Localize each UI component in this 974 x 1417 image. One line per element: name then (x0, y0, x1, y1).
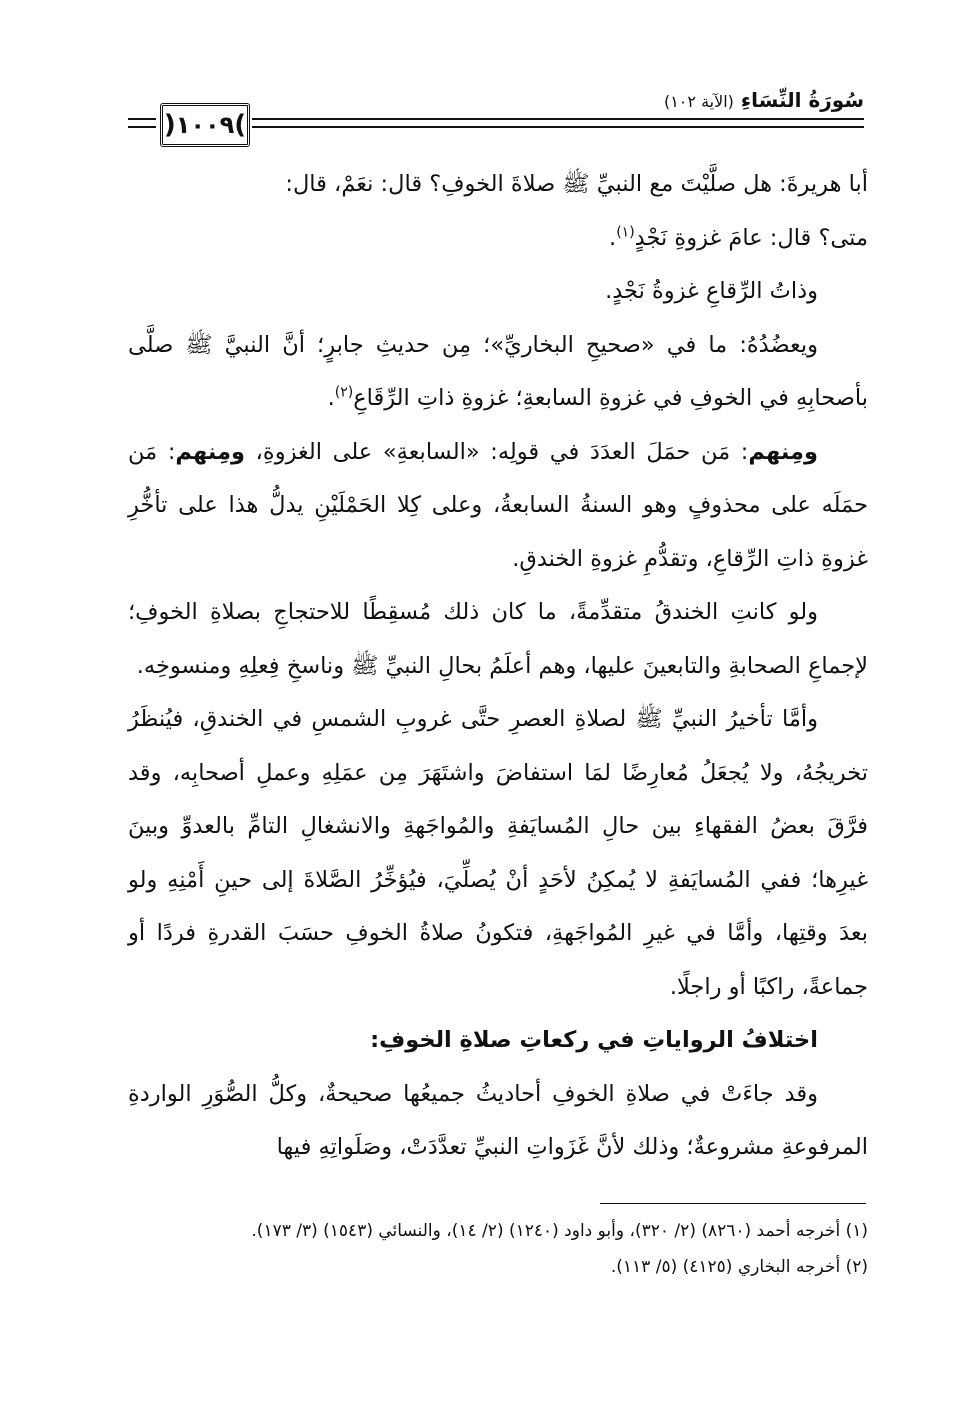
paragraph-2 (128, 265, 868, 319)
page-header (128, 88, 864, 156)
footnote-marker-1: (١) (616, 224, 635, 240)
surah-title: سُورَةُ النِّسَاءِ (740, 88, 864, 112)
page-number: ١٠٠٩ (175, 111, 235, 139)
page-number-box (160, 103, 250, 147)
paragraph-4-text-2: : مَن حمَلَه على محذوفٍ وهو السنةُ السابعةُ، وعلى كِلا الحَمْلَيْنِ يدلُّ هذا على تأخُّرِ غزوةِ ذاتِ الرِّقاعِ، وتقدُّمِ غزوةِ الخندقِ. (128, 438, 868, 572)
ayah-reference: (الآية ١٠٢) (663, 92, 734, 111)
footnote-2: (٢) أخرجه البخاري (٤١٢٥) (٥/ ١١٣). (610, 1257, 868, 1277)
paragraph-5-text: ولو كانتِ الخندقُ متقدِّمةً، ما كان ذلك مُسقِطًا للاحتجاجِ بصلاةِ الخوفِ؛ لإجماعِ الصحابةِ والتابعينَ عليها، وهم أعلَمُ بحالِ النبيِّ ﷺ وناسخِ فِعلِهِ ومنسوخِه. (128, 599, 868, 679)
paragraph-4 (128, 426, 868, 587)
section-heading-text: اختلافُ الرواياتِ في ركعاتِ صلاةِ الخوفِ: (370, 1027, 818, 1053)
footnotes (128, 1213, 868, 1285)
section-heading (128, 1014, 868, 1068)
footnote-separator (600, 1203, 866, 1204)
line-2: متى؟ قال: عامَ غزوةِ نَجْدٍ (634, 224, 868, 251)
line-1: أبا هريرةَ: هل صلَّيْتَ مع النبيِّ ﷺ صلاةَ الخوفِ؟ قال: نعَمْ، قال: (285, 171, 868, 197)
footnote-1: (١) أخرجه أحمد (٨٢٦٠) (٢/ ٣٢٠)، وأبو داود (١٢٤٠) (٢/ ١٤)، والنسائي (١٥٤٣) (٣/ ١٧٣). (251, 1221, 868, 1241)
paragraph-7-text: وقد جاءَتْ في صلاةِ الخوفِ أحاديثُ جميعُها صحيحةٌ، وكلُّ الصُّوَرِ الواردةِ المرفوعةِ مشروعةٌ؛ وذلك لأنَّ غَزَواتِ النبيِّ تعدَّدَتْ، وصَلَواتِهِ فيها (128, 1080, 868, 1160)
paragraph-4-text-1: : مَن حمَلَ العدَدَ في قولِه: «السابعةِ» على الغزوةِ، (245, 438, 749, 465)
bold-term-1: ومِنهم (748, 438, 818, 465)
paragraph-5 (128, 586, 868, 693)
paragraph-3-text: ويعضُدُهُ: ما في «صحيحِ البخاريِّ»؛ مِن حديثِ جابرٍ؛ أنَّ النبيَّ ﷺ صلَّى بأصحابِهِ في الخوفِ في غزوةِ السابعةِ؛ غزوةِ ذاتِ الرِّقَاعِ (128, 331, 868, 411)
punctuation: . (327, 385, 335, 411)
bracket-left: ( (163, 110, 176, 140)
header-rule-long-2 (252, 126, 864, 128)
header-rule-long (252, 118, 864, 120)
footnote-marker-2: (٢) (334, 384, 354, 401)
bold-term-2: ومِنهم (175, 438, 246, 465)
text-line (128, 158, 868, 212)
main-text (128, 158, 868, 1175)
surah-heading (658, 88, 864, 112)
paragraph-2-text: وذاتُ الرِّقاعِ غزوةُ نَجْدٍ. (605, 278, 818, 304)
bracket-right: ) (234, 110, 247, 140)
paragraph-6-text: وأمَّا تأخيرُ النبيِّ ﷺ لصلاةِ العصرِ حتَّى غروبِ الشمسِ في الخندقِ، فيُنظَرُ تخريجُهُ، ولا يُجعَلُ مُعارِضًا لمَا استفاضَ واشتَهَرَ مِن عمَلِهِ وعملِ أصحابِه، وقد فرَّقَ بعضُ الفقهاءِ بين حالِ المُسايَفةِ والمُواجَهةِ والانشغالِ التامِّ بالعدوِّ وبينَ غيرِها؛ ففي المُسايَفةِ لا يُمكِنُ لأحَدٍ أنْ يُصلِّيَ، فيُؤخِّرُ الصَّلاةَ إلى حينِ أَمْنِهِ ولو بعدَ وقتِها، وأمَّا في غيرِ المُواجَهةِ، فتكونُ صلاةُ الخوفِ حسَبَ القدرةِ فردًا أو جماعةً، راكبًا أو راجلًا. (128, 706, 868, 1000)
paragraph-6 (128, 693, 868, 1014)
text-line (128, 212, 868, 266)
punctuation: . (609, 224, 617, 251)
paragraph-3 (128, 319, 868, 426)
paragraph-7 (128, 1068, 868, 1175)
header-rule-left-short-2 (128, 126, 156, 128)
header-rule-left-short (128, 118, 156, 120)
